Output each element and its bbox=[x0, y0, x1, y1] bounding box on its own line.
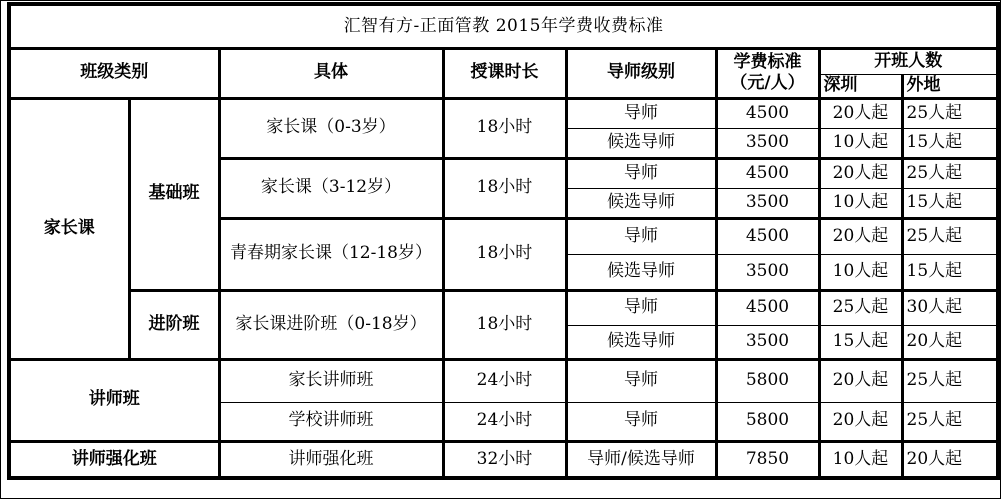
cell-instructor-level: 导师/候选导师 bbox=[566, 441, 716, 478]
table-title: 汇智有方-正面管教 2015年学费收费标准 bbox=[9, 4, 998, 48]
header-tuition-standard bbox=[716, 48, 819, 98]
cell-course-name: 讲师强化班 bbox=[219, 441, 443, 478]
cell-shenzhen-size: 10人起 bbox=[819, 254, 902, 290]
cell-shenzhen-size: 15人起 bbox=[819, 325, 902, 359]
cell-tuition-fee: 7850 bbox=[716, 441, 819, 478]
header-duration: 授课时长 bbox=[443, 48, 566, 98]
cell-tuition-fee: 5800 bbox=[716, 402, 819, 441]
header-tuition-standard-line2: （元/人） bbox=[730, 73, 805, 93]
cell-shenzhen-size: 10人起 bbox=[819, 188, 902, 218]
header-class-category: 班级类别 bbox=[9, 48, 219, 98]
cell-instructor-level: 导师 bbox=[566, 98, 716, 128]
cell-shenzhen-size: 20人起 bbox=[819, 359, 902, 402]
cell-course-name: 家长课进阶班（0-18岁） bbox=[219, 290, 443, 359]
cell-course-name: 家长课（0-3岁） bbox=[219, 98, 443, 158]
cell-course-duration: 18小时 bbox=[443, 290, 566, 359]
cell-tuition-fee: 4500 bbox=[716, 158, 819, 188]
header-class-size: 开班人数 bbox=[819, 48, 998, 74]
cell-course-name: 家长课（3-12岁） bbox=[219, 158, 443, 218]
cell-instructor-level: 候选导师 bbox=[566, 325, 716, 359]
cell-tuition-fee: 5800 bbox=[716, 359, 819, 402]
header-tuition-standard-line1: 学费标准 bbox=[733, 51, 802, 72]
cell-instructor-level: 导师 bbox=[566, 359, 716, 402]
cell-course-name: 青春期家长课（12-18岁） bbox=[219, 218, 443, 290]
cell-other-city-size: 20人起 bbox=[902, 441, 998, 478]
cell-shenzhen-size: 20人起 bbox=[819, 98, 902, 128]
header-shenzhen: 深圳 bbox=[819, 74, 902, 98]
cell-shenzhen-size: 20人起 bbox=[819, 218, 902, 254]
cell-instructor-level: 候选导师 bbox=[566, 188, 716, 218]
cell-tuition-fee: 4500 bbox=[716, 98, 819, 128]
cell-tuition-fee: 3500 bbox=[716, 128, 819, 158]
category-lecturer-intensive-class: 讲师强化班 bbox=[9, 441, 219, 478]
cell-other-city-size: 20人起 bbox=[902, 325, 998, 359]
cell-tuition-fee: 4500 bbox=[716, 218, 819, 254]
category-lecturer-class: 讲师班 bbox=[9, 359, 219, 441]
cell-course-duration: 18小时 bbox=[443, 98, 566, 158]
cell-shenzhen-size: 20人起 bbox=[819, 402, 902, 441]
cell-other-city-size: 25人起 bbox=[902, 402, 998, 441]
cell-other-city-size: 25人起 bbox=[902, 158, 998, 188]
cell-course-duration: 32小时 bbox=[443, 441, 566, 478]
cell-shenzhen-size: 20人起 bbox=[819, 158, 902, 188]
header-instructor-level: 导师级别 bbox=[566, 48, 716, 98]
cell-course-name: 学校讲师班 bbox=[219, 402, 443, 441]
cell-course-duration: 18小时 bbox=[443, 158, 566, 218]
cell-tuition-fee: 3500 bbox=[716, 188, 819, 218]
header-specific: 具体 bbox=[219, 48, 443, 98]
cell-tuition-fee: 4500 bbox=[716, 290, 819, 325]
cell-instructor-level: 候选导师 bbox=[566, 128, 716, 158]
category-parent-course: 家长课 bbox=[9, 98, 129, 359]
cell-other-city-size: 30人起 bbox=[902, 290, 998, 325]
cell-other-city-size: 25人起 bbox=[902, 98, 998, 128]
header-other-city: 外地 bbox=[902, 74, 998, 98]
fee-table bbox=[7, 2, 1000, 480]
cell-instructor-level: 导师 bbox=[566, 402, 716, 441]
cell-course-duration: 24小时 bbox=[443, 359, 566, 402]
cell-other-city-size: 15人起 bbox=[902, 128, 998, 158]
cell-other-city-size: 25人起 bbox=[902, 218, 998, 254]
cell-shenzhen-size: 25人起 bbox=[819, 290, 902, 325]
subcategory-advanced-class: 进阶班 bbox=[129, 290, 219, 359]
cell-instructor-level: 导师 bbox=[566, 218, 716, 254]
cell-instructor-level: 导师 bbox=[566, 290, 716, 325]
cell-shenzhen-size: 10人起 bbox=[819, 441, 902, 478]
cell-tuition-fee: 3500 bbox=[716, 325, 819, 359]
cell-course-duration: 18小时 bbox=[443, 218, 566, 290]
cell-other-city-size: 25人起 bbox=[902, 359, 998, 402]
cell-tuition-fee: 3500 bbox=[716, 254, 819, 290]
cell-shenzhen-size: 10人起 bbox=[819, 128, 902, 158]
cell-instructor-level: 导师 bbox=[566, 158, 716, 188]
cell-course-name: 家长讲师班 bbox=[219, 359, 443, 402]
subcategory-basic-class: 基础班 bbox=[129, 98, 219, 290]
cell-other-city-size: 15人起 bbox=[902, 254, 998, 290]
cell-course-duration: 24小时 bbox=[443, 402, 566, 441]
cell-other-city-size: 15人起 bbox=[902, 188, 998, 218]
cell-instructor-level: 候选导师 bbox=[566, 254, 716, 290]
